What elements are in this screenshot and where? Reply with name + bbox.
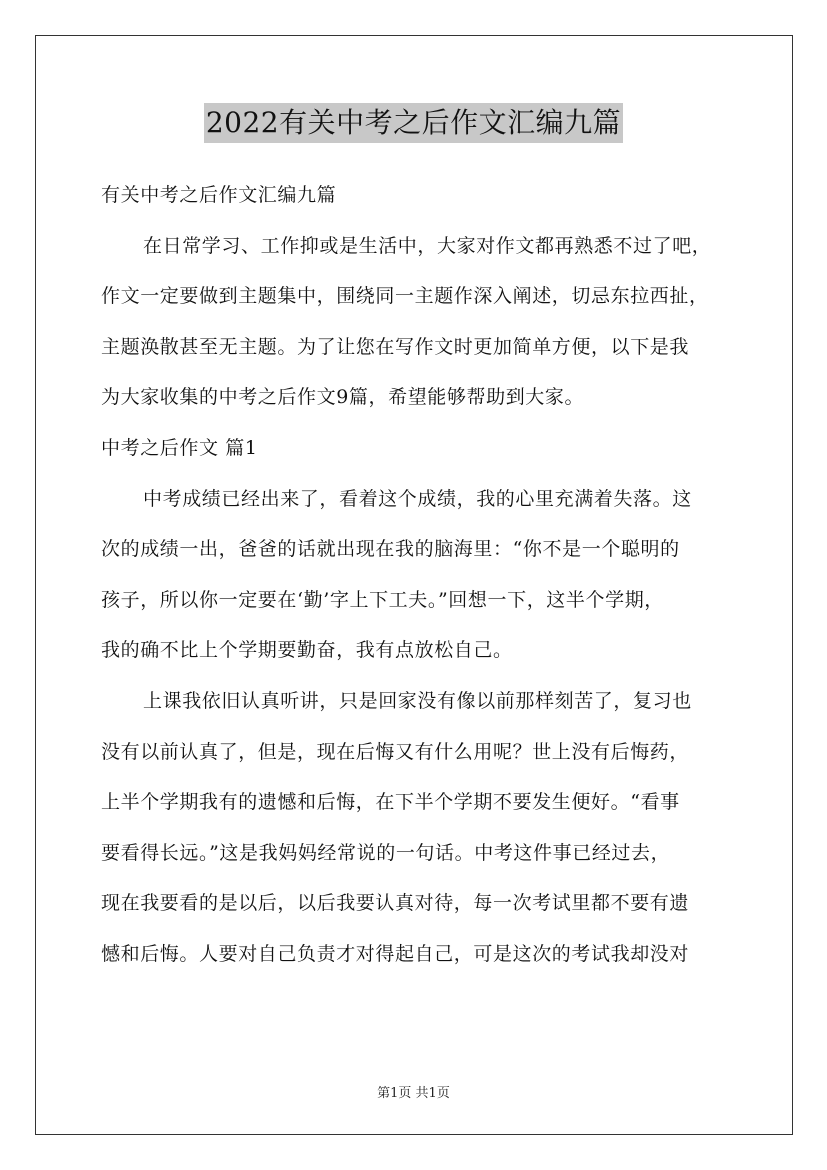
text-line-7: 中考成绩已经出来了，看着这个成绩，我的心里充满着失落。这 bbox=[143, 487, 692, 510]
text-line-2: 在日常学习、工作抑或是生活中，大家对作文都再熟悉不过了吧， bbox=[143, 234, 712, 257]
document-body bbox=[101, 170, 741, 980]
text-line-1: 有关中考之后作文汇编九篇 bbox=[101, 184, 337, 206]
section-heading: 中考之后作文 篇1 bbox=[101, 436, 258, 459]
text-line-11: 上课我依旧认真听讲，只是回家没有像以前那样刻苦了，复习也 bbox=[143, 689, 692, 712]
text-line-8: 次的成绩一出，爸爸的话就出现在我的脑海里：“你不是一个聪明的 bbox=[101, 538, 680, 561]
text-line-5: 为大家收集的中考之后作文9篇，希望能够帮助到大家。 bbox=[101, 386, 585, 409]
text-line-16: 憾和后悔。人要对自己负责才对得起自己，可是这次的考试我却没对 bbox=[101, 942, 690, 965]
text-line-3: 作文一定要做到主题集中，围绕同一主题作深入阐述，切忌东拉西扯， bbox=[101, 285, 709, 308]
document-title: 2022有关中考之后作文汇编九篇 bbox=[204, 103, 623, 143]
text-line-14: 要看得长远。”这是我妈妈经常说的一句话。中考这件事已经过去， bbox=[101, 841, 671, 864]
page-footer: 第1页 共1页 bbox=[377, 1086, 450, 1101]
text-line-10: 我的确不比上个学期要勤奋，我有点放松自己。 bbox=[101, 639, 513, 662]
text-line-4: 主题涣散甚至无主题。为了让您在写作文时更加简单方便，以下是我 bbox=[101, 335, 690, 358]
text-line-13: 上半个学期我有的遗憾和后悔，在下半个学期不要发生便好。“看事 bbox=[101, 791, 680, 814]
document-title-block bbox=[0, 103, 827, 143]
text-line-12: 没有以前认真了，但是，现在后悔又有什么用呢？世上没有后悔药， bbox=[101, 740, 690, 763]
text-line-9: 孩子，所以你一定要在‘勤’字上下工夫。”回想一下，这半个学期， bbox=[101, 588, 664, 611]
text-line-15: 现在我要看的是以后，以后我要认真对待，每一次考试里都不要有遗 bbox=[101, 892, 690, 915]
